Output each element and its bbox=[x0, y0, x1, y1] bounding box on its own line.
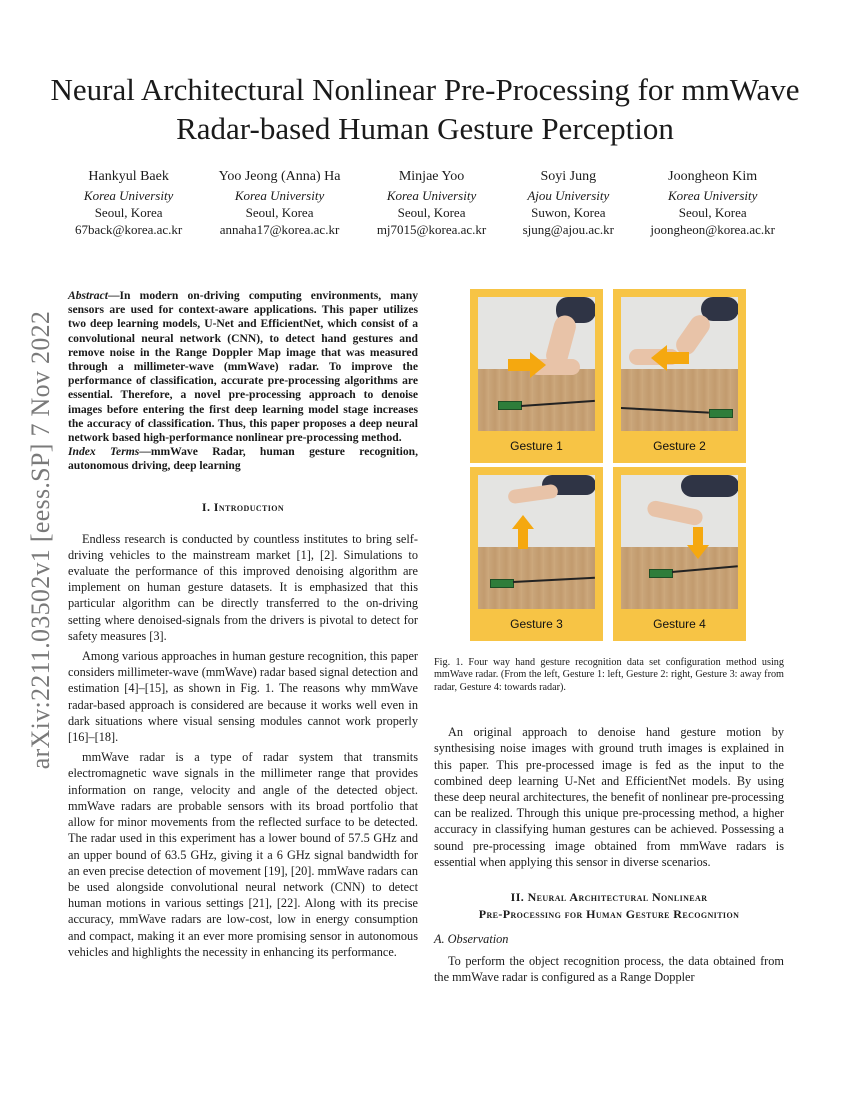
author-affiliation: Korea University bbox=[234, 188, 325, 203]
arxiv-identifier: arXiv:2211.03502v1 [eess.SP] 7 Nov 2022 bbox=[26, 310, 55, 770]
author-name: Yoo Jeong (Anna) Ha bbox=[218, 169, 341, 184]
figure-1-caption: Fig. 1. Four way hand gesture recognition data set configuration method using mmWave radar. (From the left, Gesture 1: left, Gesture 2: right, Gesture 3: away from radar, Gesture 4: towards radar). bbox=[434, 657, 784, 693]
intro-paragraph-1: Endless research is conducted by countless institutes to bring self-driving vehicles to the mainstream market [1], [2]. Simulations to evaluate the performance of this improved denoising algorithm are implement on human gesture datasets. It is emphasized that this particular algorithm can be directly transferred to the on-driving setting where denoised-signals from the drivers is pivotal to detect for safety measures [3]. bbox=[68, 531, 418, 643]
author-5 bbox=[650, 168, 775, 238]
arxiv-sidebar bbox=[22, 290, 60, 790]
intro-paragraph-2: Among various approaches in human gesture recognition, this paper considers millimeter-wave (mmWave) radar based signal detection and estimation [4]–[15], as shown in Fig. 1. The reasons why mmWave radar-based approach is considered are because it works well even in dark situations where visual sensing modules cannot work properly [16]–[18]. bbox=[68, 649, 418, 745]
author-affiliation: Ajou University bbox=[527, 188, 610, 203]
left-column bbox=[68, 289, 418, 960]
author-email: joongheon@korea.ac.kr bbox=[650, 222, 775, 237]
section-heading-introduction: I. Introduction bbox=[201, 499, 285, 514]
arrow-up-icon bbox=[512, 515, 534, 529]
arrow-right-icon bbox=[508, 359, 530, 371]
author-email: sjung@ajou.ac.kr bbox=[522, 222, 615, 237]
right-paragraph-1: An original approach to denoise hand gesture motion by synthesising noise images with ground truth images is explained in this paper. This pre-processed image is fed as the input to the combined deep learning U-Net and EfficientNet models. By using these deep neural architectures, the benefit of nonlinear pre-processing can be realized. Through this unique pre-processing method, a higher accuracy in classifying human gestures can be achieved. Possessing a sound pre-processing image obtained from mmWave radars is essential when applying this sensor in diverse scenarios. bbox=[434, 725, 784, 869]
author-location: Seoul, Korea bbox=[245, 205, 314, 220]
intro-paragraph-3: mmWave radar is a type of radar system that transmits electromagnetic wave signals in the millimeter range that provides information on range, velocity and angle of the detected object. mmWave radars are probable sensors with its broad portfolio that allow for minor movements from the reflected surface to be detected. The radar used in this experiment has a lower bound of 57.5 GHz and an upper bound of 63.5 GHz, giving it a 6 GHz signal bandwidth for an even precise detection of movement [19], [20]. mmWave radars can be used alongside convolutional neural network (CNN) to detect human motions in various settings [21], [22]. Along with its precise accuracy, mmWave radars are low-cost, low in energy consumption and compact, making it an ever more promising sensor in autonomous vehicles and highlights the necessity in enhancing its performance. bbox=[68, 750, 418, 959]
abstract-lead: Abstract bbox=[68, 289, 108, 302]
author-name: Soyi Jung bbox=[540, 169, 597, 184]
author-location: Seoul, Korea bbox=[397, 205, 466, 220]
author-affiliation: Korea University bbox=[83, 188, 174, 203]
figure-1 bbox=[470, 289, 746, 641]
author-location: Seoul, Korea bbox=[678, 205, 747, 220]
gesture-photo-4 bbox=[621, 475, 738, 609]
author-4 bbox=[523, 168, 614, 238]
author-3 bbox=[377, 168, 486, 238]
right-column bbox=[434, 289, 784, 985]
gesture-panel-1 bbox=[470, 289, 603, 463]
section-heading-2-line-1: II. Neural Architectural Nonlinear bbox=[510, 890, 708, 905]
author-email: annaha17@korea.ac.kr bbox=[219, 222, 340, 237]
radar-board bbox=[498, 401, 522, 410]
gesture-panel-4 bbox=[613, 467, 746, 641]
gesture-label: Gesture 1 bbox=[510, 439, 563, 453]
gesture-photo-3 bbox=[478, 475, 595, 609]
author-email: 67back@korea.ac.kr bbox=[75, 222, 183, 237]
observation-paragraph: To perform the object recognition process, the data obtained from the mmWave radar is configured as a Range Doppler bbox=[434, 954, 784, 985]
author-block bbox=[75, 168, 775, 238]
gesture-panel-3 bbox=[470, 467, 603, 641]
author-name: Joongheon Kim bbox=[668, 169, 758, 184]
radar-board bbox=[709, 409, 733, 418]
index-terms bbox=[68, 445, 418, 473]
author-2 bbox=[219, 168, 341, 238]
index-terms-lead: Index Terms bbox=[68, 445, 140, 459]
section-heading-2-line-2: Pre-Processing for Human Gesture Recognition bbox=[478, 907, 740, 922]
author-1 bbox=[75, 168, 182, 238]
subsection-heading-observation: A. Observation bbox=[434, 932, 509, 947]
gesture-label: Gesture 3 bbox=[510, 617, 563, 631]
radar-board bbox=[490, 579, 514, 588]
author-name: Minjae Yoo bbox=[398, 169, 465, 184]
gesture-label: Gesture 4 bbox=[653, 617, 706, 631]
index-terms-text: —mmWave Radar, human gesture recognition, autonomous driving, deep learning bbox=[68, 445, 418, 473]
paper-title: Neural Architectural Nonlinear Pre-Processing for mmWave Radar-based Human Gesture Perception bbox=[50, 72, 800, 146]
gesture-photo-2 bbox=[621, 297, 738, 431]
author-affiliation: Korea University bbox=[386, 188, 477, 203]
author-affiliation: Korea University bbox=[667, 188, 758, 203]
arrow-left-icon bbox=[651, 345, 667, 371]
abstract-text: —In modern on-driving computing environments, many sensors are used for context-aware applications. This paper utilizes two deep learning models, U-Net and EfficientNet, which consist of a convolutional neural network (CNN), to detect hand gestures and remove noise in the Range Doppler Map image that was measured through a millimeter-wave (mmWave) radar. To improve the performance of classification, accurate pre-processing algorithms are essential. Therefore, a novel pre-processing approach to denoise images before entering the first deep learning model stage increases the accuracy of classification. Thus, this paper proposes a deep neural network based high-performance nonlinear pre-processing method. bbox=[68, 289, 418, 445]
author-location: Suwon, Korea bbox=[531, 205, 606, 220]
author-location: Seoul, Korea bbox=[94, 205, 163, 220]
gesture-panel-2 bbox=[613, 289, 746, 463]
radar-board bbox=[649, 569, 673, 578]
author-name: Hankyul Baek bbox=[88, 169, 169, 184]
gesture-label: Gesture 2 bbox=[653, 439, 706, 453]
gesture-photo-1 bbox=[478, 297, 595, 431]
sleeve bbox=[681, 475, 738, 497]
arrow-down-icon bbox=[693, 527, 703, 545]
abstract bbox=[68, 289, 418, 445]
author-email: mj7015@korea.ac.kr bbox=[376, 222, 487, 237]
